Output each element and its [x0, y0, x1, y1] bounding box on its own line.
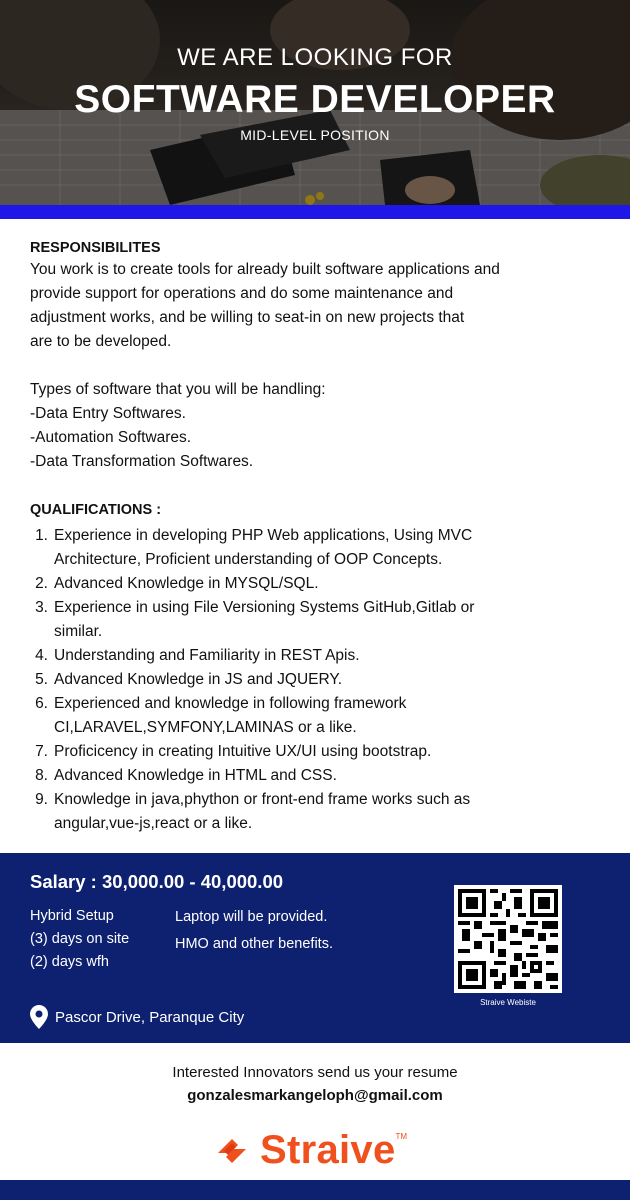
work-setup-line: (3) days on site	[30, 931, 130, 947]
footer-bar	[0, 1180, 630, 1200]
software-type-item: -Data Transformation Softwares.	[30, 453, 254, 470]
accent-bar	[0, 205, 630, 219]
qualification-text	[54, 692, 406, 740]
qualification-line: Understanding and Familiarity in REST Apis.	[54, 647, 360, 664]
qualification-item	[30, 788, 600, 836]
qualification-line: Advanced Knowledge in HTML and CSS.	[54, 767, 337, 784]
qualification-number: 2.	[35, 575, 48, 592]
qualification-text	[54, 740, 431, 764]
hero-kicker: WE ARE LOOKING FOR	[177, 44, 453, 71]
contact-email[interactable]: gonzalesmarkangeloph@gmail.com	[187, 1087, 443, 1104]
qualification-line: CI,LARAVEL,SYMFONY,LAMINAS or a like.	[54, 719, 357, 736]
qualification-number: 9.	[35, 791, 48, 808]
qualifications-list	[30, 524, 600, 836]
qr-caption: Straive Webiste	[480, 998, 536, 1007]
straive-logo	[212, 1128, 407, 1173]
position-level: MID-LEVEL POSITION	[240, 127, 390, 143]
qualification-line: Knowledge in java,phython or front-end frame works such as	[54, 791, 471, 808]
qualification-line: Advanced Knowledge in MYSQL/SQL.	[54, 575, 319, 592]
qr-code-icon	[458, 889, 558, 989]
benefit-line: Laptop will be provided.	[175, 909, 328, 925]
qualification-item	[30, 596, 600, 644]
qualification-item	[30, 572, 600, 596]
software-types-intro: Types of software that you will be handling:	[30, 381, 326, 398]
qualification-text	[54, 572, 319, 596]
work-setup-line: Hybrid Setup	[30, 908, 114, 924]
qualification-number: 6.	[35, 695, 48, 712]
qualification-line: similar.	[54, 623, 103, 640]
qualification-line: Advanced Knowledge in JS and JQUERY.	[54, 671, 343, 688]
location-pin-icon	[30, 1005, 48, 1029]
responsibilities-line: adjustment works, and be willing to seat-in on new projects that	[30, 309, 465, 326]
qualification-text	[54, 596, 474, 644]
qr-code[interactable]	[454, 885, 562, 993]
qualification-number: 7.	[35, 743, 48, 760]
straive-logo-text: Straive	[260, 1128, 396, 1172]
qualification-item	[30, 764, 600, 788]
qualification-item	[30, 524, 600, 572]
qualification-text	[54, 644, 360, 668]
qualification-line: Proficicency in creating Intuitive UX/UI using bootstrap.	[54, 743, 432, 760]
software-type-item: -Data Entry Softwares.	[30, 405, 186, 422]
qualification-text	[54, 668, 342, 692]
benefit-line: HMO and other benefits.	[175, 936, 333, 952]
qualification-item	[30, 692, 600, 740]
qualification-text	[54, 524, 472, 572]
responsibilities-line: provide support for operations and do some maintenance and	[30, 285, 454, 302]
qualifications-heading: QUALIFICATIONS :	[30, 502, 162, 518]
job-description	[30, 238, 600, 836]
qualification-item	[30, 644, 600, 668]
qualification-line: Experience in using File Versioning Systems GitHub,Gitlab or	[54, 599, 475, 616]
hero-banner	[0, 0, 630, 205]
responsibilities-line: are to be developed.	[30, 333, 172, 350]
location	[30, 1005, 244, 1029]
work-setup-line: (2) days wfh	[30, 954, 109, 970]
job-title: SOFTWARE DEVELOPER	[74, 78, 556, 121]
qualification-item	[30, 668, 600, 692]
qualification-number: 1.	[35, 527, 48, 544]
qualification-number: 3.	[35, 599, 48, 616]
qualification-text	[54, 788, 470, 836]
qualification-line: angular,vue-js,react or a like.	[54, 815, 253, 832]
straive-logo-icon	[212, 1131, 252, 1171]
work-setup	[30, 905, 129, 974]
qualification-text	[54, 764, 337, 788]
qualification-line: Experience in developing PHP Web applications, Using MVC	[54, 527, 473, 544]
qualification-item	[30, 740, 600, 764]
qualification-line: Experienced and knowledge in following framework	[54, 695, 407, 712]
call-to-action: Interested Innovators send us your resume	[172, 1064, 458, 1081]
qualification-number: 8.	[35, 767, 48, 784]
location-text: Pascor Drive, Paranque City	[55, 1008, 245, 1026]
benefits	[175, 904, 333, 958]
trademark: TM	[395, 1132, 408, 1141]
software-type-item: -Automation Softwares.	[30, 429, 192, 446]
qualification-line: Architecture, Proficient understanding of OOP Concepts.	[54, 551, 443, 568]
responsibilities-heading: RESPONSIBILITES	[30, 240, 161, 256]
qualification-number: 4.	[35, 647, 48, 664]
compensation-panel	[0, 853, 630, 1043]
qualification-number: 5.	[35, 671, 48, 688]
responsibilities-line: You work is to create tools for already built software applications and	[30, 261, 500, 278]
responsibilities-text	[30, 258, 600, 354]
salary-range: Salary : 30,000.00 - 40,000.00	[30, 871, 284, 892]
